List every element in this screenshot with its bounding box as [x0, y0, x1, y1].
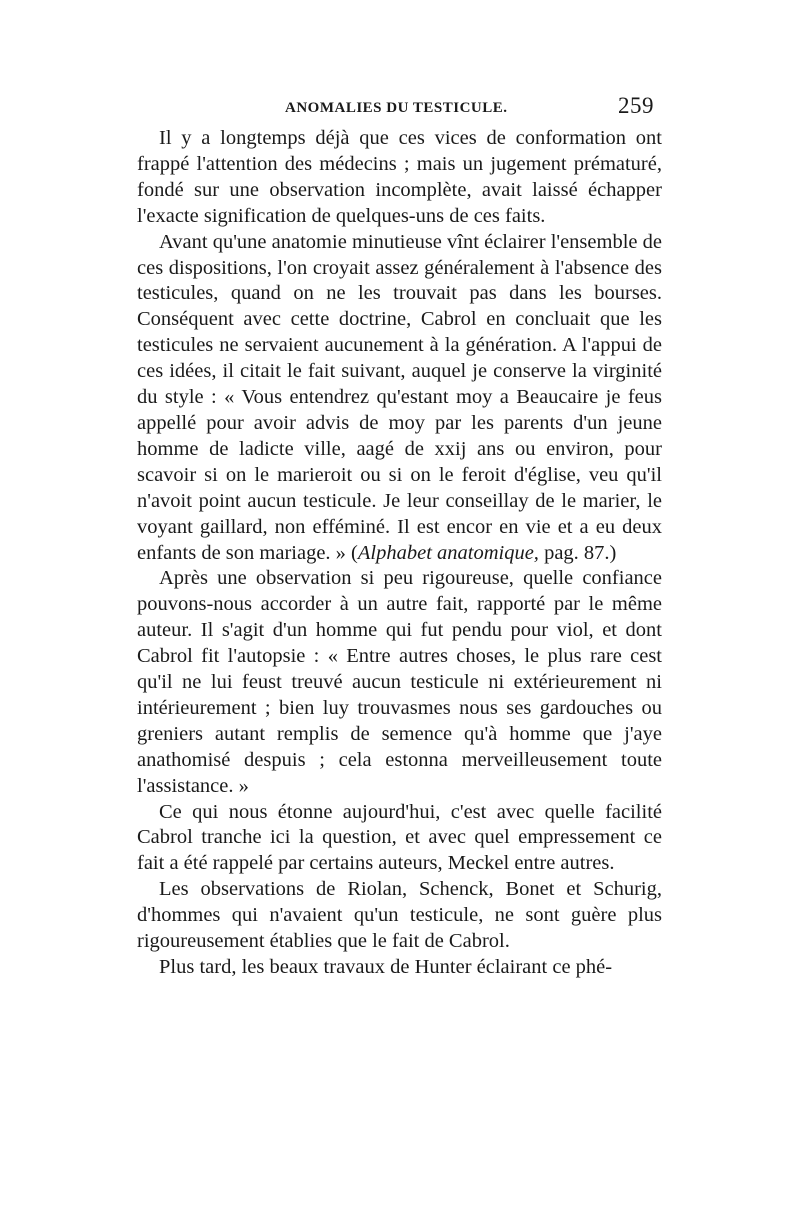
running-head: [137, 94, 662, 124]
paragraph-2-text: Avant qu'une anatomie minutieuse vînt éclairer l'ensemble de ces dispositions, l'on croyait assez généralement à l'absence des testicules, quand on ne les trouvait pas dans les bourses. Conséquent avec cette doctrine, Cabrol en concluait que les testicules ne servaient aucunement à la génération. A l'appui de ces idées, il citait le fait suivant, auquel je conserve la virginité du style : « Vous entendrez qu'estant moy a Beaucaire je feus appellé pour avoir advis de moy par les parents d'un jeune homme de ladicte ville, aagé de xxij ans ou environ, pour scavoir si on le marieroit ou si on le feroit d'église, veu qu'il n'avoit point aucun testicule. Je leur conseillay de le marier, le voyant gaillard, non efféminé. Il est encor en vie et a eu deux enfants de son mariage. » (: [137, 230, 662, 564]
paragraph-4: Ce qui nous étonne aujourd'hui, c'est avec quelle facilité Cabrol tranche ici la question, et avec quel empressement ce fait a été rappelé par certains auteurs, Meckel entre autres.: [137, 800, 662, 875]
page-number: 259: [618, 93, 654, 118]
citation-tail: pag. 87.): [538, 541, 617, 564]
paragraph-2: [137, 230, 662, 567]
paragraph-3: Après une observation si peu rigoureuse, quelle confiance pouvons-nous accorder à un autre fait, rapporté par le même auteur. Il s'agit d'un homme qui fut pendu pour viol, et dont Cabrol fit l'autopsie : « Entre autres choses, le plus rare cest qu'il ne lui feust treuvé aucun testicule ni extérieurement ni intérieurement ; bien luy trouvasmes nous ses gardouches ou greniers autant remplis de semence qu'à homme que j'aye anathomisé despuis ; cela estonna merveilleusement toute l'assistance. »: [137, 567, 662, 797]
citation-title: Alphabet anatomique,: [357, 541, 539, 564]
paragraph-6: Plus tard, les beaux travaux de Hunter éclairant ce phé-: [159, 956, 613, 978]
paragraph-5: Les observations de Riolan, Schenck, Bonet et Schurig, d'hommes qui n'avaient qu'un testicule, ne sont guère plus rigoureusement établies que le fait de Cabrol.: [137, 878, 662, 953]
book-page: [137, 94, 662, 981]
paragraph-1: Il y a longtemps déjà que ces vices de conformation ont frappé l'attention des médecins ; mais un jugement prématuré, fondé sur une observation incomplète, avait laissé échapper l'exacte signification de quelques-uns de ces faits.: [137, 127, 662, 227]
running-title: ANOMALIES DU TESTICULE.: [285, 100, 508, 116]
